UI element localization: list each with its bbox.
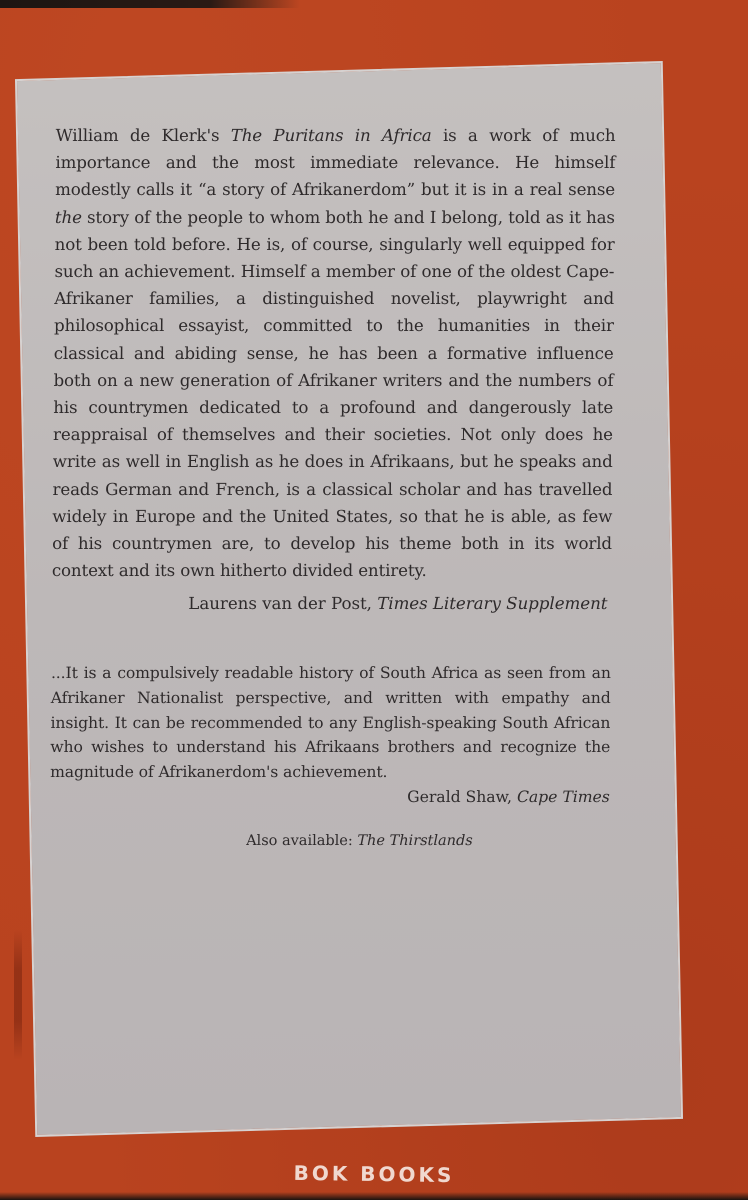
also-available-label: Also available:	[246, 833, 358, 850]
top-edge-shadow	[0, 0, 300, 8]
review-1-part: William de Klerk's	[55, 126, 231, 146]
cover-credit-vertical-text	[14, 930, 22, 1060]
review-1-text	[52, 122, 616, 585]
review-2-text: ...It is a compulsively readable history of South Africa as seen from an Afrikaner Nationalist perspective, and written with empathy and insight. It can be recommended to any English-speaking South African who wishes to understand his Afrikaans brothers and recognize the magnitude of Afrikanerdom's achievement.	[50, 664, 611, 781]
blurb-content	[49, 122, 615, 864]
review-1-part: story of the people to whom both he and I belong, told as it has not been told before. He is, of course, singularly well equipped for such an achievement. Himself a member of one of the oldest Cape-Afrikaner families, a distinguished novelist, playwright and philosophical essayist, committed to the humanities in their classical and abiding sense, he has been a formative influence both on a new generation of Afrikaner writers and the numbers of his countrymen dedicated to a profound and dangerously late reappraisal of themselves and their societies. Not only does he write as well in English as he does in Afrikaans, but he speaks and reads German and French, is a classical scholar and has travelled widely in Europe and the United States, so that he is able, as few of his countrymen are, to develop his theme both in its world context and its own hitherto divided entirety.	[51, 207, 615, 581]
review-1-part: is a work of much importance and the most immediate relevance. He himself modestly calls it “a story of Afrikanerdom” but it is in a real sense	[55, 126, 616, 200]
book-title-italic: The Puritans in Africa	[230, 126, 432, 146]
bottom-edge-shadow	[0, 1192, 748, 1200]
review-source: Cape Times	[516, 788, 610, 807]
publisher-logo-text: BOK BOOKS	[293, 1160, 455, 1188]
emphasis-italic: the	[54, 207, 82, 227]
reviewer-name: Gerald Shaw,	[407, 788, 518, 807]
also-available-title: The Thirstlands	[357, 833, 473, 850]
review-source: Times Literary Supplement	[377, 594, 608, 614]
reviewer-name: Laurens van der Post,	[188, 594, 378, 614]
review-1-attribution	[51, 591, 611, 618]
review-2-attribution	[50, 785, 610, 812]
also-available-line	[49, 834, 609, 850]
blurb-panel	[15, 61, 683, 1137]
